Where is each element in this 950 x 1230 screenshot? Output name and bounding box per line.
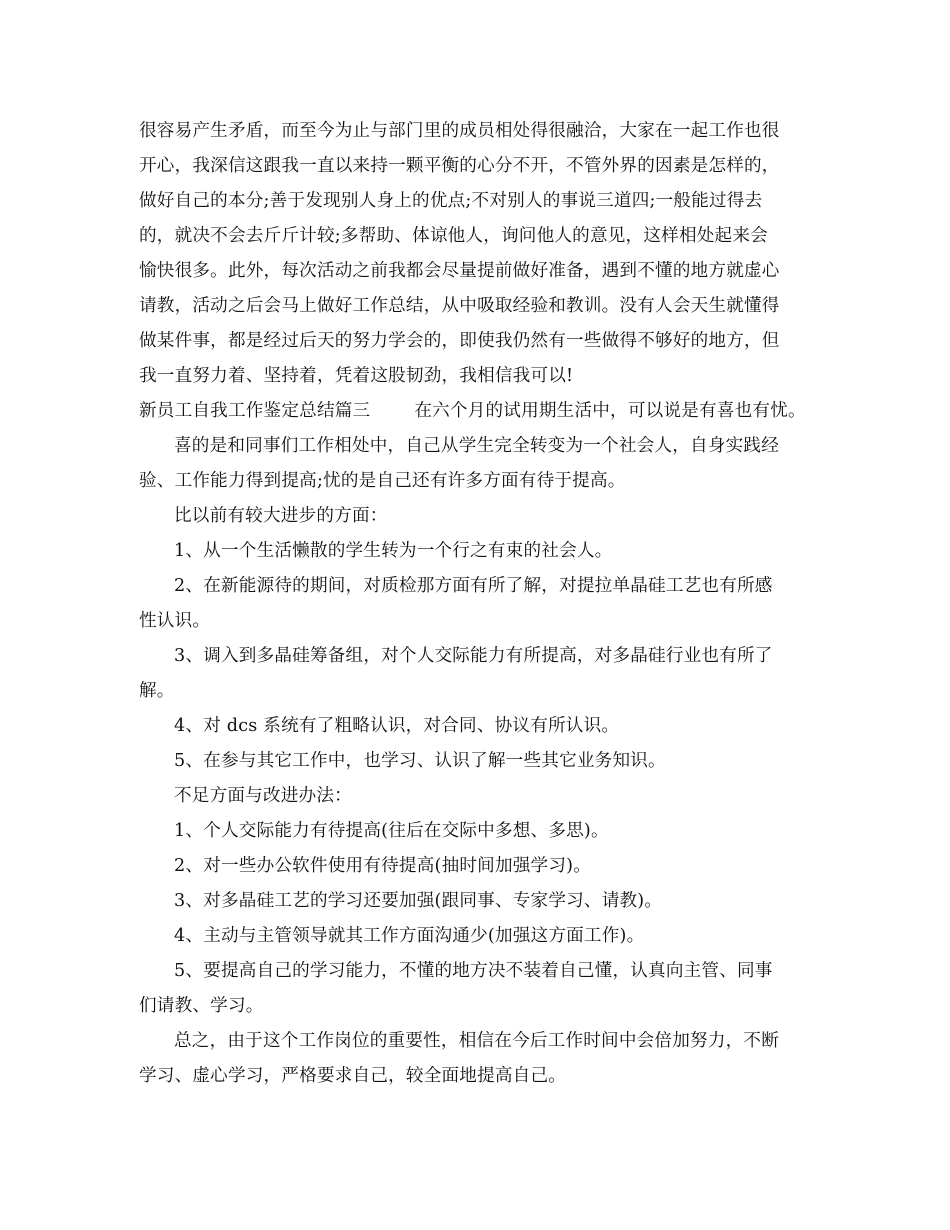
text-line: 请教，活动之后会马上做好工作总结，从中吸取经验和教训。没有人会天生就懂得 [139, 296, 780, 316]
text-line: 学习、虚心学习，严格要求自己，较全面地提高自己。 [139, 1066, 567, 1086]
list-item: 3、调入到多晶硅筹备组，对个人交际能力有所提高，对多晶硅行业也有所了 [174, 646, 773, 666]
document-body [139, 114, 829, 1094]
list-item: 4、对 dcs 系统有了粗略认识，对合同、协议有所认识。 [174, 716, 620, 736]
text-line: 愉快很多。此外，每次活动之前我都会尽量提前做好准备，遇到不懂的地方就虚心 [139, 261, 780, 281]
text-line: 很容易产生矛盾，而至今为止与部门里的成员相处得很融洽，大家在一起工作也很 [139, 121, 780, 141]
list-item-continuation: 们请教、学习。 [139, 996, 264, 1016]
list-item: 1、个人交际能力有待提高(往后在交际中多想、多思)。 [174, 821, 609, 841]
text-line: 总之，由于这个工作岗位的重要性，相信在今后工作时间中会倍加努力，不断 [174, 1031, 779, 1051]
text-line: 我一直努力着、坚持着，凭着这股韧劲，我相信我可以! [139, 366, 574, 386]
section-heading [139, 394, 829, 429]
text-line: 喜的是和同事们工作相处中，自己从学生完全转变为一个社会人，自身实践经 [174, 436, 779, 456]
text-line: 开心，我深信这跟我一直以来持一颗平衡的心分不开，不管外界的因素是怎样的， [139, 156, 780, 176]
section-title: 新员工自我工作鉴定总结篇三 [139, 401, 371, 421]
text-line: 验、工作能力得到提高;忧的是自己还有许多方面有待于提高。 [139, 471, 626, 491]
list-item-continuation: 性认识。 [139, 611, 211, 631]
list-item: 3、对多晶硅工艺的学习还要加强(跟同事、专家学习、请教)。 [174, 891, 663, 911]
text-line: 做某件事，都是经过后天的努力学会的，即使我仍然有一些做得不够好的地方，但 [139, 331, 780, 351]
list-heading: 比以前有较大进步的方面： [174, 506, 388, 526]
list-item: 2、在新能源待的期间，对质检那方面有所了解，对提拉单晶硅工艺也有所感 [174, 576, 773, 596]
list-item: 5、在参与其它工作中，也学习、认识了解一些其它业务知识。 [174, 751, 666, 771]
text-line: 做好自己的本分;善于发现别人身上的优点;不对别人的事说三道四;一般能过得去 [139, 191, 763, 211]
list-item: 4、主动与主管领导就其工作方面沟通少(加强这方面工作)。 [174, 926, 645, 946]
section-lead: 在六个月的试用期生活中，可以说是有喜也有忧。 [414, 401, 806, 421]
text-line: 的，就决不会去斤斤计较;多帮助、体谅他人，询问他人的意见，这样相处起来会 [139, 226, 768, 246]
list-item: 1、从一个生活懒散的学生转为一个行之有束的社会人。 [174, 541, 613, 561]
list-item: 2、对一些办公软件使用有待提高(抽时间加强学习)。 [174, 856, 591, 876]
list-item: 5、要提高自己的学习能力，不懂的地方决不装着自己懂，认真向主管、同事 [174, 961, 773, 981]
list-heading: 不足方面与改进办法： [174, 786, 352, 806]
list-item-continuation: 解。 [139, 681, 175, 701]
